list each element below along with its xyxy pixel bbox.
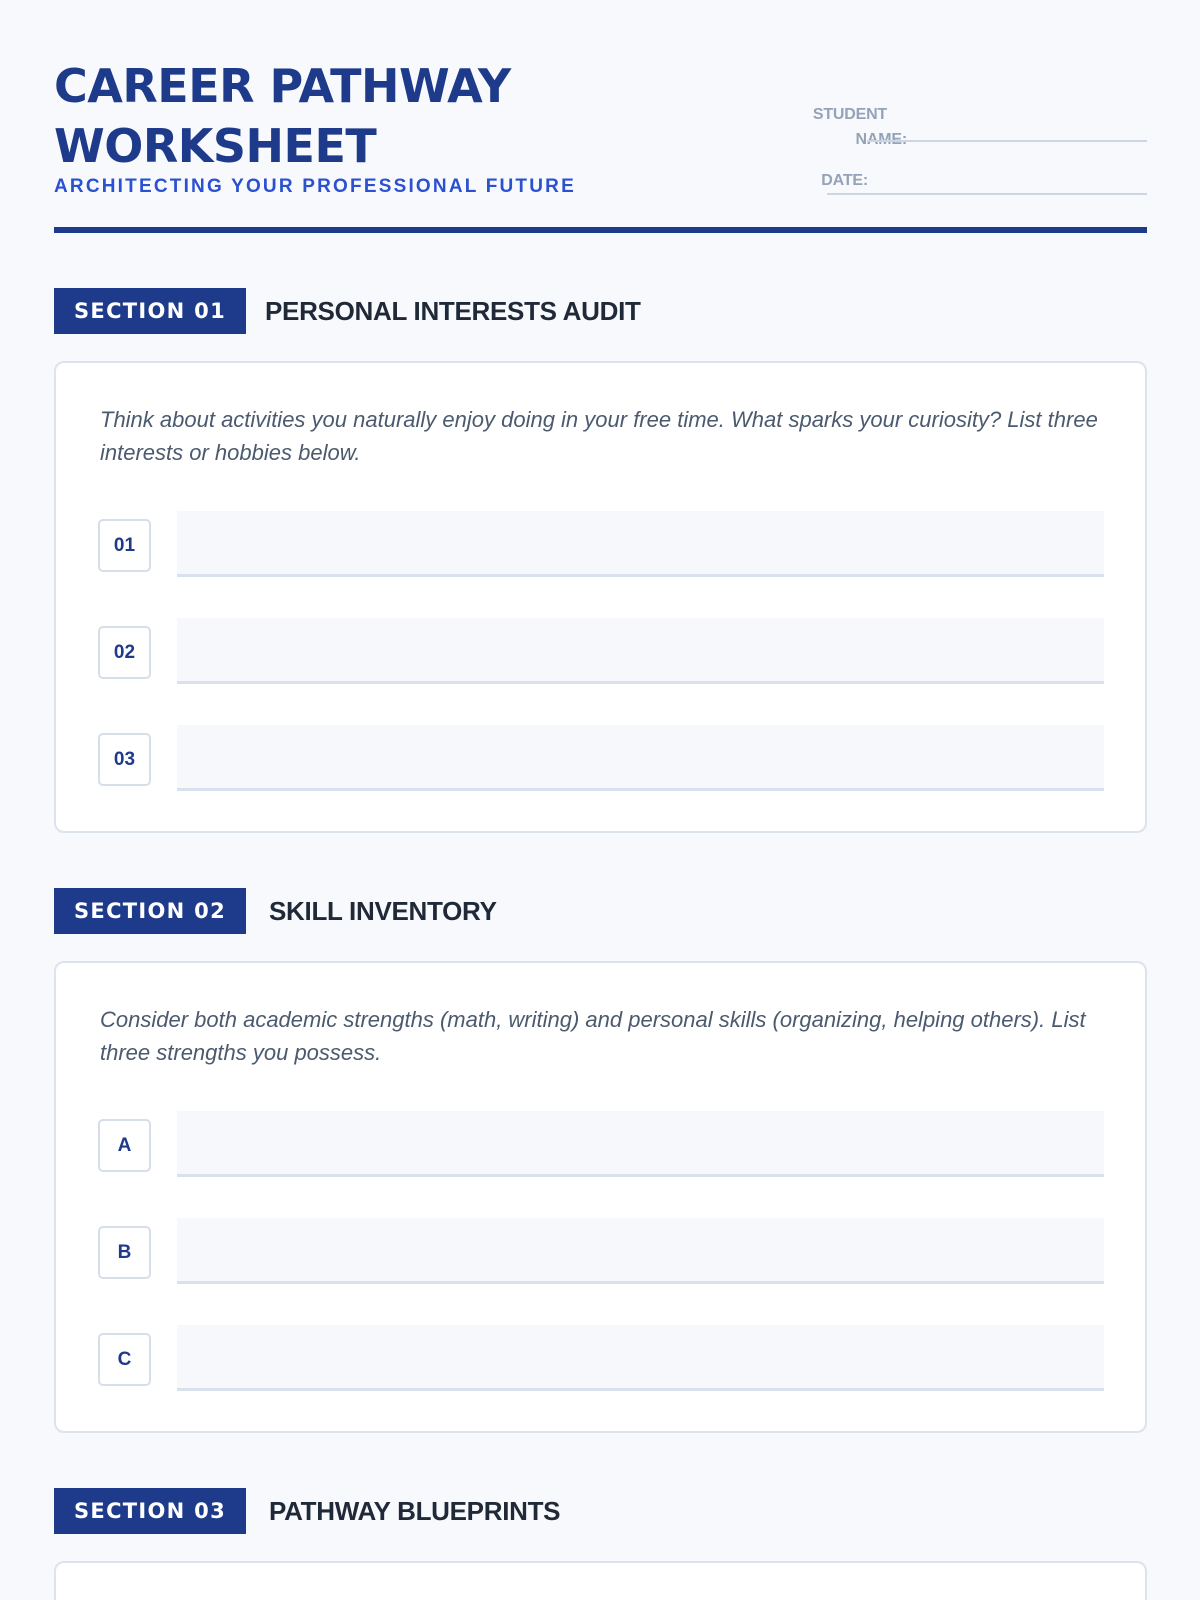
date-label: DATE:: [821, 172, 868, 189]
list-item: [98, 511, 1103, 577]
section-title: PATHWAY BLUEPRINTS: [269, 1496, 561, 1526]
section-title: PERSONAL INTERESTS AUDIT: [265, 296, 641, 326]
list-item: [98, 1325, 1103, 1391]
header-divider: [54, 227, 1147, 233]
list-item: [98, 1111, 1103, 1177]
student-name-label-line1: STUDENT: [812, 106, 887, 123]
skill-input-c[interactable]: [177, 1325, 1104, 1391]
student-name-label-line2: NAME:: [855, 131, 907, 148]
list-item: [98, 618, 1103, 684]
section-02-header: [54, 888, 1147, 934]
section-01-card: [54, 361, 1147, 833]
section-01-header: [54, 288, 1147, 334]
skill-input-b[interactable]: [177, 1218, 1104, 1284]
date-field[interactable]: [827, 193, 1147, 195]
row-number-badge: 03: [98, 733, 151, 786]
skill-input-a[interactable]: [177, 1111, 1104, 1177]
student-name-field[interactable]: [867, 140, 1147, 142]
row-number-badge: 02: [98, 626, 151, 679]
row-number-badge: 01: [98, 519, 151, 572]
row-letter-badge: A: [98, 1119, 151, 1172]
section-instructions: Think about activities you naturally enjoy doing in your free time. What sparks your curiosity? List three interests or hobbies below.: [100, 407, 1098, 465]
section-tag: SECTION 02: [54, 888, 246, 934]
row-letter-badge: B: [98, 1226, 151, 1279]
section-title: SKILL INVENTORY: [269, 896, 497, 926]
row-letter-badge: C: [98, 1333, 151, 1386]
section-tag: SECTION 01: [54, 288, 246, 334]
interest-input-1[interactable]: [177, 511, 1104, 577]
interest-input-2[interactable]: [177, 618, 1104, 684]
interest-input-3[interactable]: [177, 725, 1104, 791]
section-instructions: Consider both academic strengths (math, writing) and personal skills (organizing, helping others). List three strengths you possess.: [100, 1007, 1086, 1065]
section-02-card: [54, 961, 1147, 1433]
section-03-card: [54, 1561, 1147, 1600]
page-subtitle: ARCHITECTING YOUR PROFESSIONAL FUTURE: [54, 176, 576, 197]
section-03-header: [54, 1488, 1147, 1534]
section-tag: SECTION 03: [54, 1488, 246, 1534]
page-title: CAREER PATHWAY WORKSHEET: [54, 59, 511, 173]
student-name-label: [754, 102, 907, 152]
list-item: [98, 1218, 1103, 1284]
list-item: [98, 725, 1103, 791]
worksheet-header: [54, 56, 1147, 232]
